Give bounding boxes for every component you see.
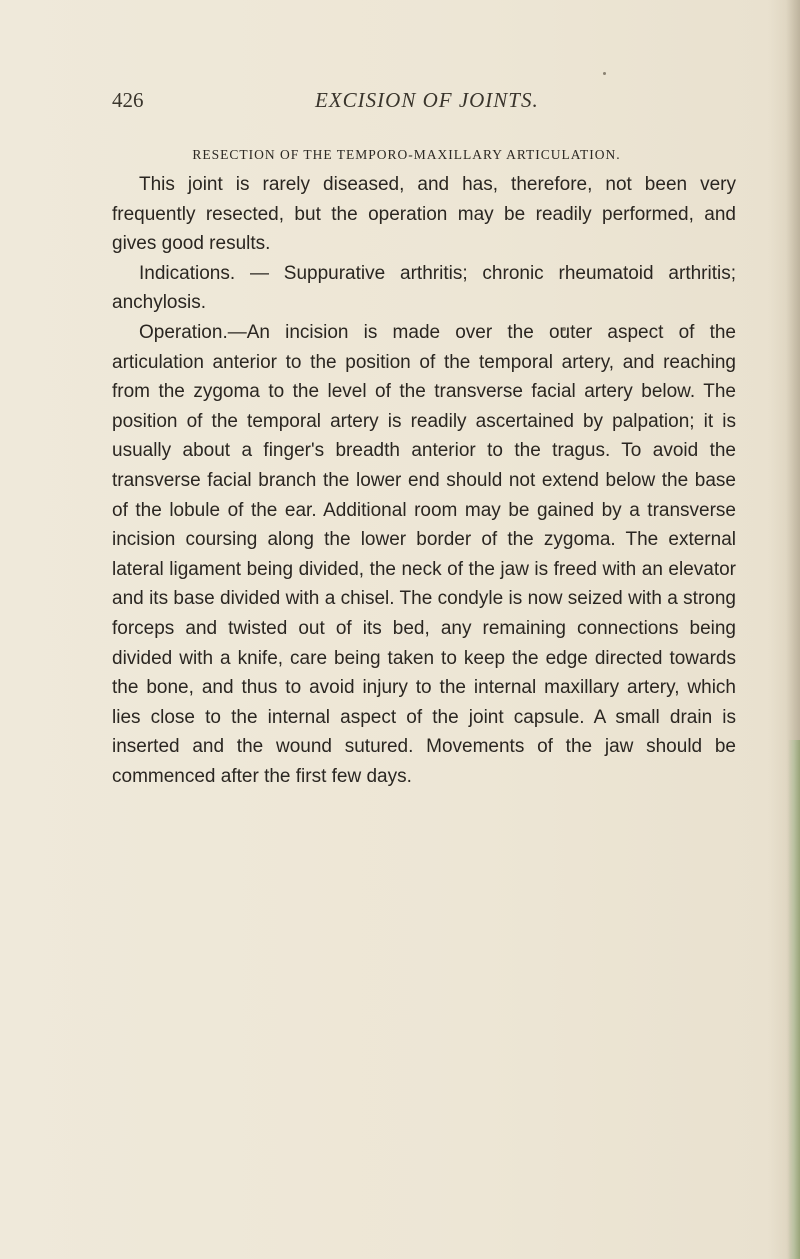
page-number: 426	[112, 88, 144, 112]
paragraph-intro: This joint is rarely diseased, and has, therefore, not been very frequently resected, but the operation may be readily performed, and gives good results.	[112, 174, 736, 255]
ink-speck	[603, 72, 606, 75]
page-edge-discoloration	[788, 740, 800, 1259]
running-title: EXCISION OF JOINTS.	[315, 88, 539, 112]
paragraph-operation: Operation.—An incision is made over the outer aspect of the articulation anterior to the position of the temporal artery, and reaching from the zygoma to the level of the transverse facial artery below. The position of the temporal artery is readily ascertained by palpation; it is usually about a finger's breadth anterior to the tragus. To avoid the transverse facial branch the lower end should not extend below the base of the lobule of the ear. Additional room may be gained by a transverse incision coursing along the lower border of the zygoma. The external lateral ligament being divided, the neck of the jaw is freed with an elevator and its base divided with a chisel. The condyle is now seized with a strong forceps and twisted out of its bed, any remaining connections being divided with a knife, care being taken to keep the edge directed towards the bone, and thus to avoid injury to the internal maxillary artery, which lies close to the internal aspect of the joint capsule. A small drain is inserted and the wound sutured. Movements of the jaw should be commenced after the first few days.	[112, 321, 736, 787]
running-head	[112, 88, 712, 116]
body-text	[112, 170, 736, 791]
section-heading: RESECTION OF THE TEMPORO-MAXILLARY ARTICULATION.	[192, 147, 621, 162]
paragraph-indications: Indications. — Suppurative arthritis; chronic rheumatoid arthritis; anchylosis.	[112, 262, 736, 314]
